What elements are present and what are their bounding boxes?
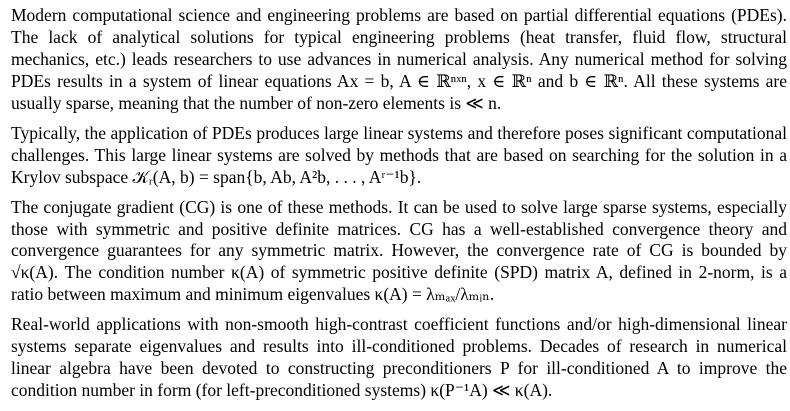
- paragraph-pdes-intro: Modern computational science and engineering problems are based on partial differential equations (PDEs). The lack of analytical solutions for typical engineering problems (heat transfer, fluid flow, structural mechanics, etc.) leads researchers to use advances in numerical analysis. Any numerical method for solving PDEs results in a system of linear equations Ax = b, A ∈ ℝⁿˣⁿ, x ∈ ℝⁿ and b ∈ ℝⁿ. All these systems are usually sparse, meaning that the number of non-zero elements is ≪ n.: [11, 5, 787, 113]
- paragraph-conjugate-gradient: The conjugate gradient (CG) is one of these methods. It can be used to solve large sparse systems, especially those with symmetric and positive definite matrices. CG has a well-established convergence theory and convergence guarantees for any symmetric matrix. However, the convergence rate of CG is bounded by √κ(A). The condition number κ(A) of symmetric positive definite (SPD) matrix A, defined in 2-norm, is a ratio between maximum and minimum eigenvalues κ(A) = λₘₐₓ/λₘᵢₙ.: [11, 196, 787, 305]
- paragraph-krylov-subspace: Typically, the application of PDEs produces large linear systems and therefore poses significant computational challenges. This large linear systems are solved by methods that are based on searching for the solution in a Krylov subspace 𝒦ᵣ(A, b) = span{b, Ab, A²b, . . . , Aʳ⁻¹b}.: [11, 122, 787, 187]
- paragraph-preconditioners: Real-world applications with non-smooth high-contrast coefficient functions and/or high-dimensional linear systems separate eigenvalues and results into ill-conditioned problems. Decades of research in numerical linear algebra have been devoted to constructing preconditioners P for ill-conditioned A to improve the condition number in form (for left-preconditioned systems) κ(P⁻¹A) ≪ κ(A).: [11, 314, 787, 401]
- document-body: [11, 5, 787, 410]
